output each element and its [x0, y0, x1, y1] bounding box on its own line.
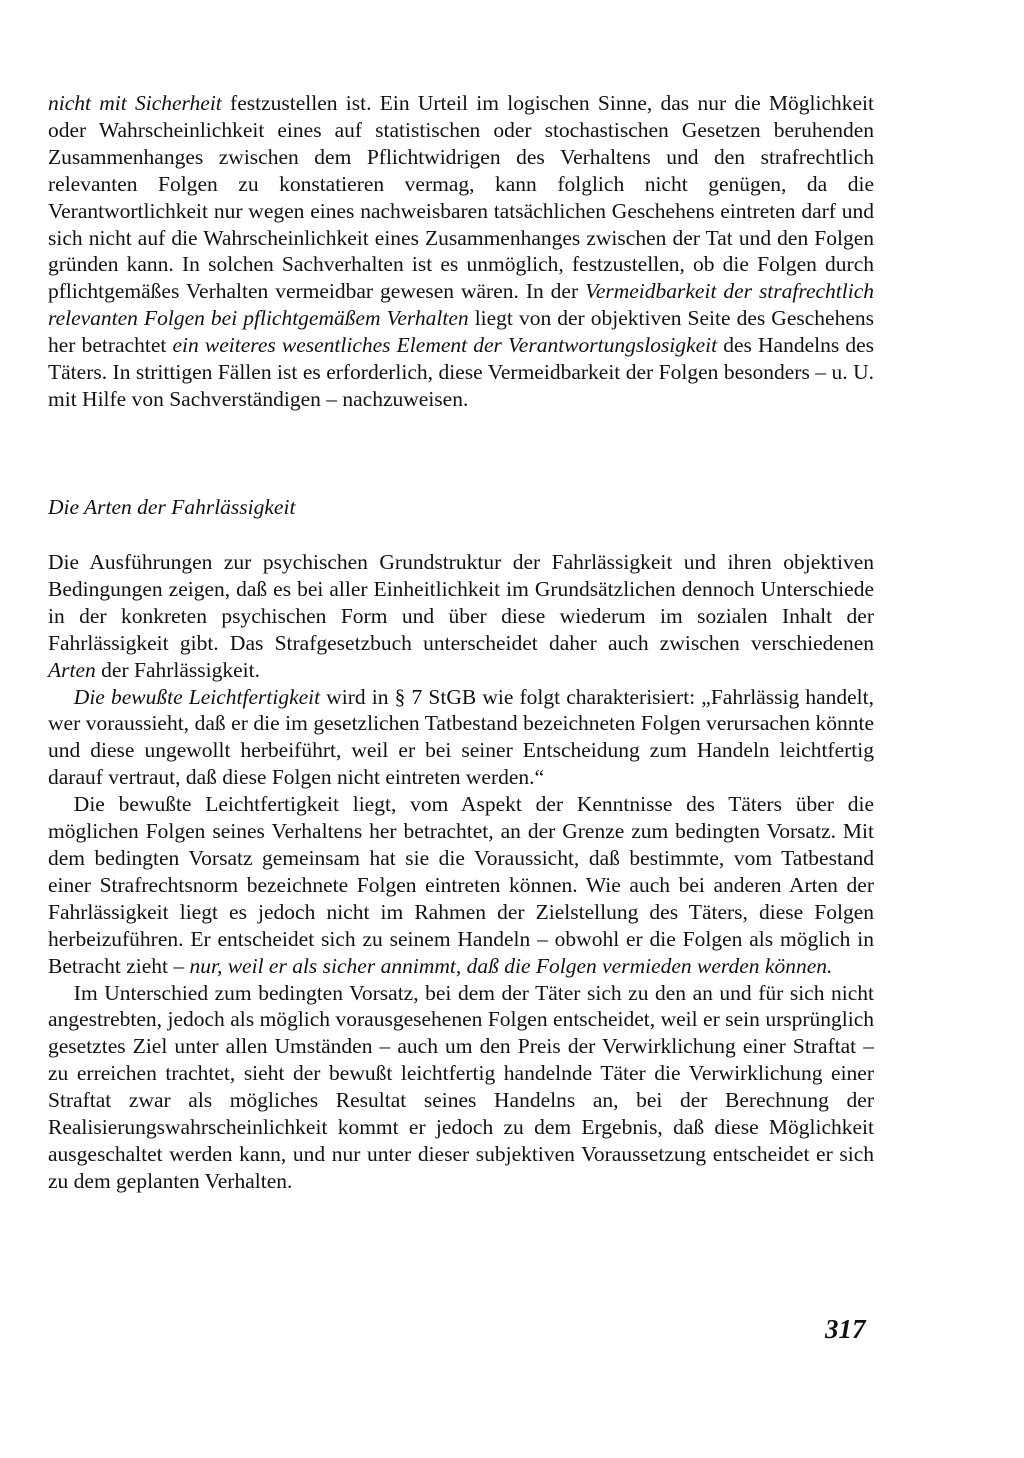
paragraph-4: Die bewußte Leichtfertigkeit liegt, vom Aspekt der Kenntnisse des Täters über die möglichen Folgen seines Verhaltens her betrachtet, an der Grenze zum bedingten Vorsatz. Mit dem bedingten Vorsatz gemeinsam hat sie die Voraussicht, daß bestimmte, vom Tatbestand einer Strafrechtsnorm bezeichnete Folgen eintreten können. Wie auch bei anderen Arten der Fahrlässigkeit liegt es jedoch nicht im Rahmen der Zielstellung des Täters, diese Folgen herbeizuführen. Er entscheidet sich zu seinem Handeln – obwohl er die Folgen als möglich in Betracht zieht – nur, weil er als sicher annimmt, daß die Folgen vermieden werden können.: [48, 792, 874, 978]
emphasis: nur, weil er als sicher annimmt, daß die Folgen vermieden werden können.: [189, 953, 833, 978]
text-block-top: [48, 90, 874, 413]
emphasis: nicht mit Sicherheit: [48, 91, 222, 115]
paragraph-2: Die Ausführungen zur psychischen Grundstruktur der Fahrlässigkeit und ihren objektiven Bedingungen zeigen, daß es bei aller Einheitlichkeit im Grundsätzlichen dennoch Unterschiede in der konkreten psychischen Form und über diese wiederum im sozialen Inhalt der Fahrlässigkeit gibt. Das Strafgesetzbuch unterscheidet daher auch zwischen verschiedenen Arten der Fahrlässigkeit.: [48, 550, 874, 682]
text-block-bottom: [48, 549, 874, 1195]
paragraph-3: Die bewußte Leichtfertigkeit wird in § 7 StGB wie folgt charakterisiert: „Fahrlässig handelt, wer voraussieht, daß er die im gesetzlichen Tatbestand bezeichneten Folgen verursachen könnte und diese ungewollt herbeiführt, weil er bei seiner Entscheidung zum Handeln leichtfertig darauf vertraut, daß diese Folgen nicht eintreten werden.“: [48, 684, 875, 790]
paragraph-1: nicht mit Sicherheit festzustellen ist. Ein Urteil im logischen Sinne, das nur die Möglichkeit oder Wahrscheinlichkeit eines auf statistischen oder stochastischen Gesetzen beruhenden Zusammenhanges zwischen dem Pflichtwidrigen des Verhaltens und den strafrechtlich relevanten Folgen zu konstatieren vermag, kann folglich nicht genügen, da die Verantwortlichkeit nur wegen eines nachweisbaren tatsächlichen Geschehens eintreten darf und sich nicht auf die Wahrscheinlichkeit eines Zusammenhanges zwischen der Tat und den Folgen gründen kann. In solchen Sachverhalten ist es unmöglich, festzustellen, ob die Folgen durch pflichtgemäßes Verhalten vermeidbar gewesen wären. In der Vermeidbarkeit der strafrechtlich relevanten Folgen bei pflichtgemäßem Verhalten liegt von der objektiven Seite des Geschehens her betrachtet ein weiteres wesentliches Element der Verantwortungslosigkeit des Handelns des Täters. In strittigen Fällen ist es erforderlich, diese Vermeidbarkeit der Folgen besonders – u. U. mit Hilfe von Sachverständigen – nachzuweisen.: [48, 91, 875, 411]
emphasis: Vermeidbarkeit der strafrechtlich relevanten Folgen bei pflichtgemäßem Verhalten: [48, 279, 874, 331]
emphasis: Die bewußte Leichtfertigkeit: [73, 684, 321, 709]
section-heading: Die Arten der Fahrlässigkeit: [48, 495, 296, 519]
emphasis: ein weiteres wesentliches Element der Verantwortungslosigkeit: [172, 333, 718, 358]
emphasis: Arten: [48, 657, 96, 682]
page-number: 317: [825, 1314, 866, 1344]
paragraph-5: Im Unterschied zum bedingten Vorsatz, bei dem der Täter sich zu den an und für sich nicht angestrebten, jedoch als möglich vorausgesehenen Folgen entscheidet, weil er sein ursprünglich gesetztes Ziel unter allen Umständen – auch um den Preis der Verwirklichung einer Straftat – zu erreichen trachtet, sieht der bewußt leichtfertig handelnde Täter die Verwirklichung einer Straftat zwar als mögliches Resultat seines Handelns an, bei der Berechnung der Realisierungswahrscheinlichkeit kommt er jedoch zu dem Ergebnis, daß diese Möglichkeit ausgeschaltet werden kann, und nur unter dieser subjektiven Voraussetzung entscheidet er sich zu dem geplanten Verhalten.: [48, 980, 874, 1193]
